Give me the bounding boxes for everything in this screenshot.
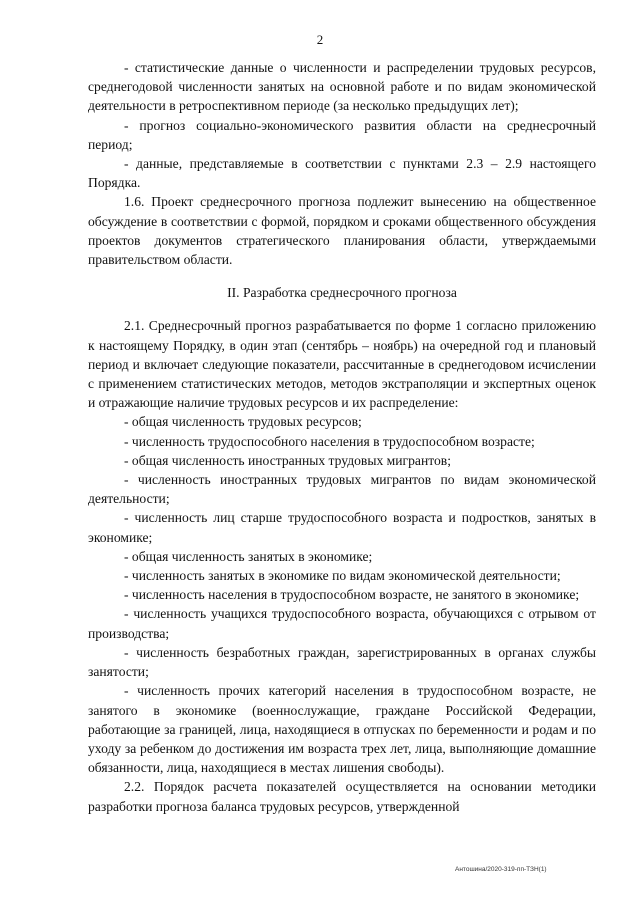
paragraph-2-1: 2.1. Среднесрочный прогноз разрабатывается по форме 1 согласно приложению к настоящему Порядку, в один этап (сентябрь – ноябрь) на очередной год и плановый период и включает следующие показатели, рассчитанные в среднегодовом исчислении с применением статистических методов, методов экстраполяции и экспертных оценок и отражающие наличие трудовых ресурсов и их распределение: — [88, 318, 596, 411]
paragraph-2-2: 2.2. Порядок расчета показателей осуществляется на основании методики разработки прогноза баланса трудовых ресурсов, утвержденной — [88, 779, 596, 814]
list-item: - прогноз социально-экономического развития области на среднесрочный период; — [88, 117, 596, 152]
section-heading: II. Разработка среднесрочного прогноза — [227, 285, 457, 301]
indicator-item: - численность безработных граждан, зарегистрированных в органах службы занятости; — [88, 644, 596, 680]
indicator-item: - численность занятых в экономике по видам экономической деятельности; — [124, 568, 561, 584]
indicator-item: - численность учащихся трудоспособного возраста, обучающихся с отрывом от производства; — [88, 606, 596, 641]
indicator-item: - общая численность трудовых ресурсов; — [124, 414, 362, 430]
list-item: - данные, представляемые в соответствии с пунктами 2.3 – 2.9 настоящего Порядка. — [88, 156, 596, 191]
indicator-item: - численность трудоспособного населения в трудоспособном возрасте; — [124, 433, 535, 449]
indicator-item: - общая численность занятых в экономике; — [124, 548, 373, 564]
indicator-item: - общая численность иностранных трудовых мигрантов; — [124, 452, 451, 468]
indicator-item: - численность иностранных трудовых мигрантов по видам экономической деятельности; — [88, 472, 596, 507]
document-footer-code: Антошина/2020-319-пп-ТЗН(1) — [455, 866, 547, 873]
indicator-item: - численность населения в трудоспособном возрасте, не занятого в экономике; — [124, 587, 580, 603]
document-body — [88, 58, 596, 816]
paragraph-1-6: 1.6. Проект среднесрочного прогноза подлежит вынесению на общественное обсуждение в соответствии с формой, порядком и сроками общественного обсуждения проектов документов стратегического планирования области, утверждаемыми правительством области. — [88, 194, 596, 268]
indicator-item: - численность лиц старше трудоспособного возраста и подростков, занятых в экономике; — [88, 510, 596, 545]
page-number: 2 — [316, 32, 324, 47]
indicator-item: - численность прочих категорий населения в трудоспособном возрасте, не занятого в экономике (военнослужащие, граждане Российской Федерации, работающие за границей, лица, находящиеся в отпусках по беременности и родам и по уходу за ребенком до достижения им возраста трех лет, лица, выполняющие домашние обязанности, лица, находящиеся в местах лишения свободы). — [88, 683, 596, 776]
list-item: - статистические данные о численности и распределении трудовых ресурсов, среднегодовой численности занятых на основной работе и по видам экономической деятельности в ретроспективном периоде (за несколько предыдущих лет); — [88, 60, 596, 114]
